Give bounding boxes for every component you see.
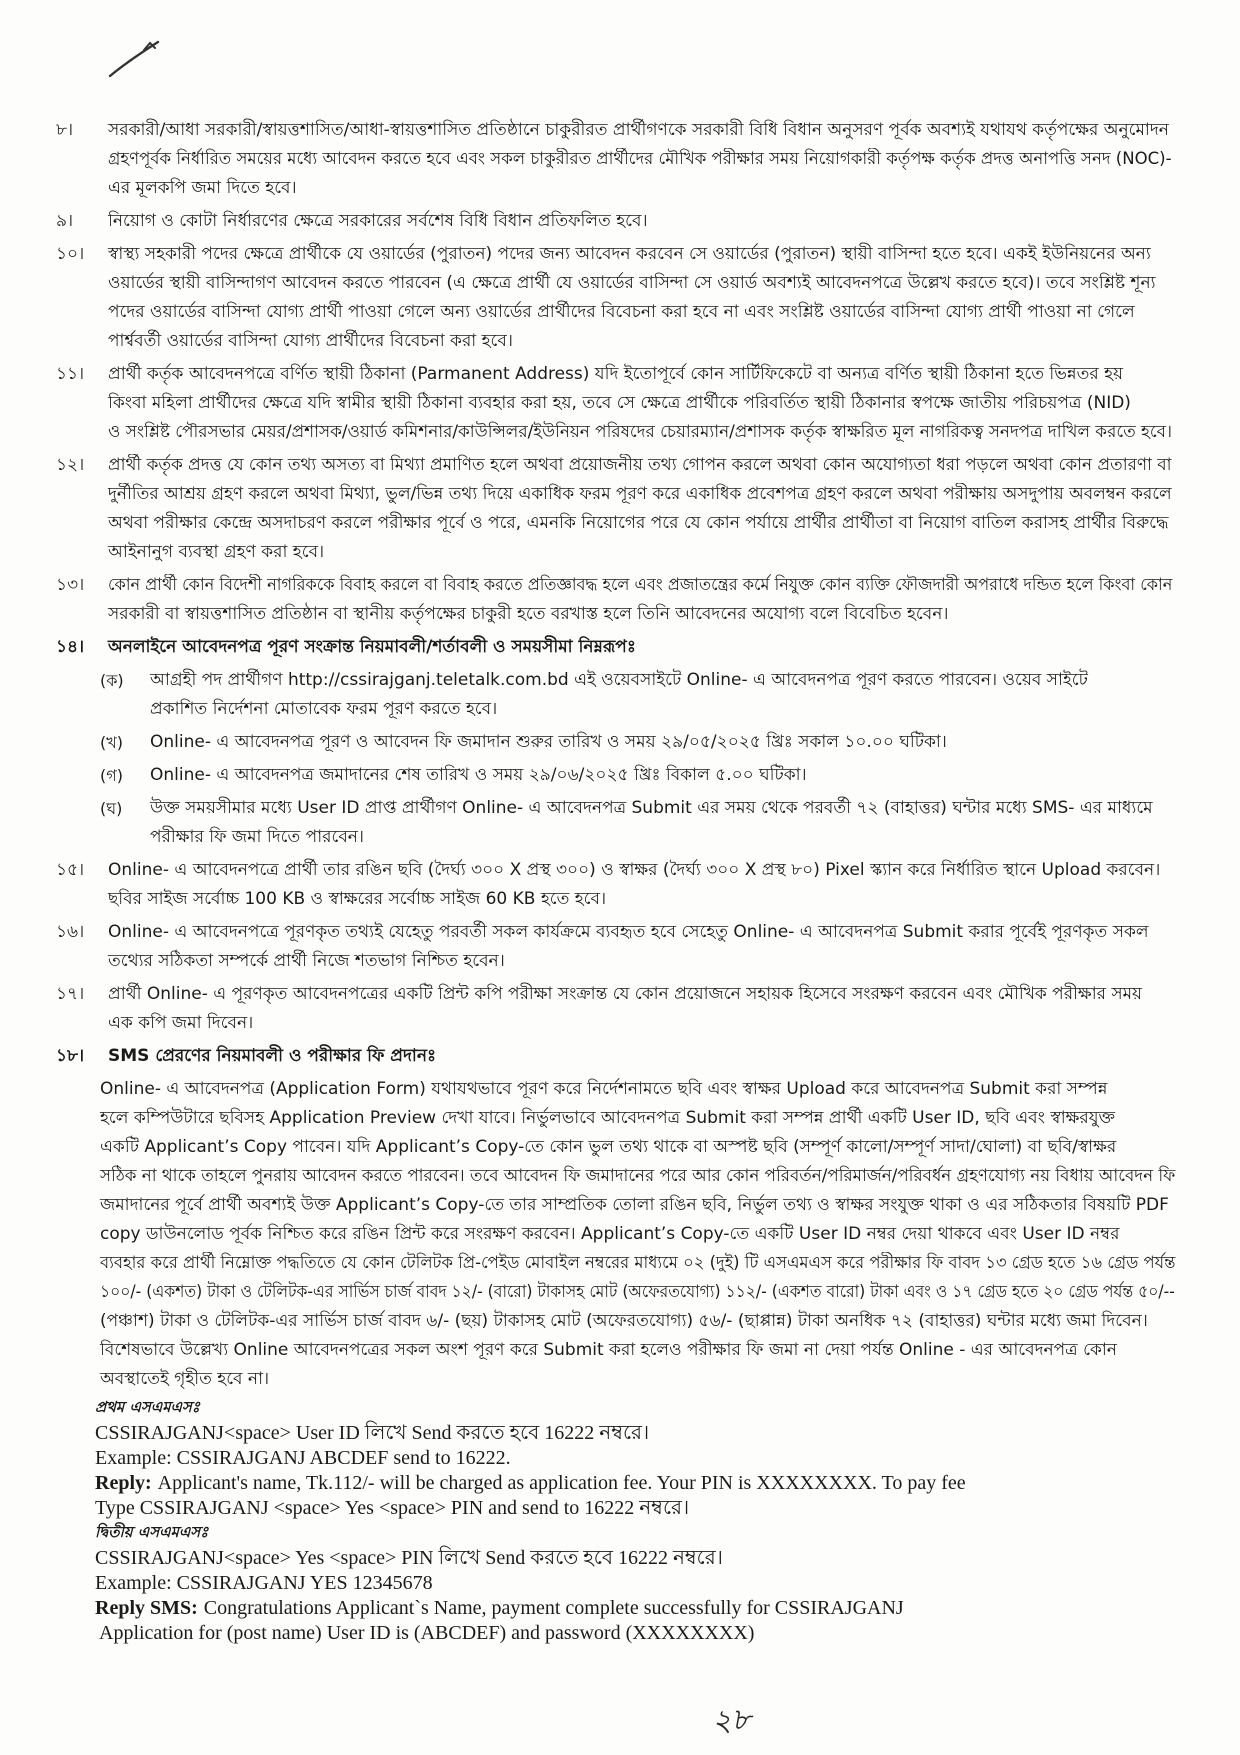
clause-15: [0, 856, 1240, 914]
clause-line: প্রার্থী Online- এ পূরণকৃত আবেদনপত্রের একটি প্রিন্ট কপি পরীক্ষা সংক্রান্ত যে কোন প্রয়োজনে সহায়ক হিসেবে সংরক্ষণ করবেন এবং মৌখিক পরীক্ষার সময়: [108, 984, 1143, 1004]
clause-number: ৯।: [56, 211, 74, 231]
clause-line: সরকারী/আধা সরকারী/স্বায়ত্তশাসিত/আধা-স্বায়ত্তশাসিত প্রতিষ্ঠানে চাকুরীরত প্রার্থীগণকে সরকারী বিধি বিধান অনুসরণ পূর্বক অবশ্যই যথাযথ কর্তৃপক্ষের অনুমোদন: [108, 120, 1169, 140]
second-sms-block: [95, 1546, 1180, 1646]
clause-line: তথ্যের সঠিকতা সম্পর্কে প্রার্থী নিজে শতভাগ নিশ্চিত হবেন।: [108, 951, 505, 971]
clause-line: কিংবা মহিলা প্রার্থীদের ক্ষেত্রে যদি স্বামীর স্থায়ী ঠিকানা ব্যবহার করা হয়, তবে সে ক্ষেত্রে প্রার্থীকে পরিবর্তিত স্থায়ী ঠিকানার স্বপক্ষে জাতীয় পরিচয়পত্র (NID): [108, 393, 1131, 413]
subclause-line: প্রকাশিত নির্দেশনা মোতাবেক ফরম পূরণ করতে হবে।: [150, 699, 498, 719]
clause-line: পদের ওয়ার্ডের বাসিন্দা যোগ্য প্রার্থী পাওয়া গেলে অন্য ওয়ার্ডের প্রার্থীদের বিবেচনা করা হবে না এবং সংশ্লিষ্ট ওয়ার্ডের বাসিন্দা যোগ্য প্রার্থী পাওয়া না গেলে: [108, 302, 1135, 322]
first-sms-block: [95, 1421, 1180, 1521]
clause-line: কোন প্রার্থী কোন বিদেশী নাগরিককে বিবাহ করলে বা বিবাহ করতে প্রতিজ্ঞাবদ্ধ হলে এবং প্রজাতন্ত্রের কর্মে নিযুক্ত কোন ব্যক্তি ফৌজদারী অপরাধে দন্ডিত হলে কিংবা কোন: [108, 575, 1173, 595]
clause-8: [0, 116, 1240, 203]
paragraph-line: হলে কম্পিউটারে ছবিসহ Application Preview দেখা যাবে। নির্ভুলভাবে আবেদনপত্র Submit করা সম্পন্ন প্রার্থী একটি User ID, ছবি এবং স্বাক্ষরযুক্ত: [100, 1108, 1116, 1128]
sms-reply-continued: Type CSSIRAJGANJ <space> Yes <space> PIN and send to 16222 নম্বরে।: [95, 1497, 690, 1519]
sms-reply-text: Applicant's name, Tk.112/- will be charged as application fee. Your PIN is XXXXXXXX. To pay fee: [157, 1472, 966, 1494]
clause-heading: অনলাইনে আবেদনপত্র পূরণ সংক্রান্ত নিয়মাবলী/শর্তাবলী ও সময়সীমা নিম্নরূপঃ: [108, 637, 636, 657]
clause-line: গ্রহণপূর্বক নির্ধারিত সময়ের মধ্যে আবেদন করতে হবে এবং সকল চাকুরীরত প্রার্থীদের মৌখিক পরীক্ষার সময় নিয়োগকারী কর্তৃপক্ষ কর্তৃক প্রদত্ত অনাপত্তি সনদ (NOC)-: [108, 149, 1172, 169]
subclause-label: (গ): [100, 766, 123, 785]
clause-number: ১২।: [56, 455, 85, 475]
sms-section: [95, 1396, 1180, 1646]
clause-11: [0, 360, 1240, 447]
clause-number: ১০।: [56, 244, 85, 264]
paragraph-line: বিশেষভাবে উল্লেখ্য Online আবেদনপত্রের সকল অংশ পূরণ করে Submit করা হলেও পরীক্ষার ফি জমা না দেয়া পর্যন্ত Online - এর আবেদনপত্র কোন: [100, 1340, 1117, 1360]
clause-17: [0, 980, 1240, 1038]
subclause-ka: [0, 666, 1240, 724]
subclause-line: আগ্রহী পদ প্রার্থীগণ http://cssirajganj.teletalk.com.bd এই ওয়েবসাইটে Online- এ আবেদনপত্র পূরণ করতে পারবেন। ওয়েব সাইটে: [150, 670, 1088, 690]
pen-mark: [100, 34, 170, 80]
subclause-label: (ঘ): [100, 799, 123, 818]
clause-line: অথবা পরীক্ষার কেন্দ্রে অসদাচরণ করলে পরীক্ষার পূর্বে ও পরে, এমনকি নিয়োগের পরে যে কোন পর্যায়ে প্রার্থীর প্রার্থীতা বা নিয়োগ বাতিল করাসহ প্রার্থীর বিরুদ্ধে: [108, 513, 1169, 533]
sms-reply-label: Reply:: [95, 1472, 152, 1494]
clause-10: [0, 240, 1240, 356]
paragraph-line: জমাদানের পূর্বে প্রার্থী অবশ্যই উক্ত Applicant’s Copy-তে তার সাম্প্রতিক তোলা রঙিন ছবি, নির্ভুল তথ্য ও স্বাক্ষর সংযুক্ত থাকা ও এর সঠিকতার বিষয়টি PDF: [100, 1195, 1169, 1215]
clause-number: ১৮।: [56, 1046, 85, 1066]
paragraph-line: ব্যবহার করে প্রার্থী নিম্নোক্ত পদ্ধতিতে যে কোন টেলিটক প্রি-পেইড মোবাইল নম্বরের মাধ্যমে ০২ (দুই) টি এসএমএস করে পরীক্ষার ফি বাবদ ১৩ গ্রেড হতে ১৬ গ্রেড পর্যন্ত: [100, 1253, 1176, 1273]
sms-reply: [95, 1596, 1180, 1621]
clause-line: প্রার্থী কর্তৃক প্রদত্ত যে কোন তথ্য অসত্য বা মিথ্যা প্রমাণিত হলে অথবা প্রয়োজনীয় তথ্য গোপন করলে অথবা কোন অযোগ্যতা ধরা পড়লে অথবা কোন প্রতারণা বা: [108, 455, 1172, 475]
clause-number: ৮।: [56, 120, 74, 140]
sms-reply-continued: Application for (post name) User ID is (ABCDEF) and password (XXXXXXXX): [99, 1622, 755, 1644]
clause-line: সরকারী বা স্বায়ত্তশাসিত প্রতিষ্ঠান বা স্থানীয় কর্তৃপক্ষের চাকুরী হতে বরখাস্ত হলে তিনি আবেদনের অযোগ্য বলে বিবেচিত হবেন।: [108, 604, 949, 624]
clause-line: ও সংশ্লিষ্ট পৌরসভার মেয়র/প্রশাসক/ওয়ার্ড কমিশনার/কাউন্সিলর/ইউনিয়ন পরিষদের চেয়ারম্যান/প্রশাসক কর্তৃক স্বাক্ষরিত মূল নাগরিকত্ব সনদপত্র দাখিল করতে হবে।: [108, 422, 1172, 442]
clause-line: Online- এ আবেদনপত্রে পূরণকৃত তথ্যই যেহেতু পরবর্তী সকল কার্যক্রমে ব্যবহৃত হবে সেহেতু Online- এ আবেদনপত্র Submit করার পূর্বেই পূরণকৃত সকল: [108, 922, 1149, 942]
clause-18: [0, 1042, 1240, 1071]
clause-number: ১৫।: [56, 860, 85, 880]
sms-instructions-paragraph: [0, 1075, 1240, 1394]
clause-number: ১৪।: [56, 637, 85, 657]
clause-line: আইনানুগ ব্যবস্থা গ্রহণ করা হবে।: [108, 542, 325, 562]
clause-line: এক কপি জমা দিবেন।: [108, 1013, 254, 1033]
clause-number: ১১।: [56, 364, 85, 384]
clause-13: [0, 571, 1240, 629]
paragraph-line: একটি Applicant’s Copy পাবেন। যদি Applicant’s Copy-তে কোন ভুল তথ্য থাকে বা অস্পষ্ট ছবি (সম্পূর্ণ কালো/সম্পূর্ণ সাদা/ঘোলা) বা ছবি/স্বাক্ষর: [100, 1137, 1117, 1157]
subclause-ga: [0, 761, 1240, 790]
clause-line: স্বাস্থ্য সহকারী পদের ক্ষেত্রে প্রার্থীকে যে ওয়ার্ডের (পুরাতন) পদের জন্য আবেদন করবেন সে ওয়ার্ডের (পুরাতন) স্থায়ী বাসিন্দা হতে হবে। একই ইউনিয়নের অন্য: [108, 244, 1151, 264]
subclause-gha: [0, 794, 1240, 852]
clause-12: [0, 451, 1240, 567]
paragraph-line: সঠিক না থাকে তাহলে পুনরায় আবেদন করতে পারবেন। তবে আবেদন ফি জমাদানের পরে আর কোন পরিবর্তন/পরিমার্জন/পরিবর্ধন গ্রহণযোগ্য নয় বিধায় আবেদন ফি: [100, 1166, 1176, 1186]
subclause-line: Online- এ আবেদনপত্র জমাদানের শেষ তারিখ ও সময় ২৯/০৬/২০২৫ খ্রিঃ বিকাল ৫.০০ ঘটিকা।: [150, 765, 807, 785]
clause-line: ছবির সাইজ সর্বোচ্চ 100 KB ও স্বাক্ষরের সর্বোচ্চ সাইজ 60 KB হতে হবে।: [108, 889, 607, 909]
paragraph-line: copy ডাউনলোড পূর্বক নিশ্চিত করে রঙিন প্রিন্ট করে সংরক্ষণ করবেন। Applicant’s Copy-তে একটি User ID নম্বর দেয়া থাকবে এবং User ID নম্বর: [100, 1224, 1120, 1244]
clause-number: ১৩।: [56, 575, 85, 595]
subclause-line: Online- এ আবেদনপত্র পূরণ ও আবেদন ফি জমাদান শুরুর তারিখ ও সময় ২৯/০৫/২০২৫ খ্রিঃ সকাল ১০.০০ ঘটিকা।: [150, 732, 947, 752]
sms-command: CSSIRAJGANJ<space> Yes <space> PIN লিখে Send করতে হবে 16222 নম্বরে।: [95, 1547, 723, 1569]
clause-heading: SMS প্রেরণের নিয়মাবলী ও পরীক্ষার ফি প্রদানঃ: [108, 1046, 437, 1066]
sms-reply-label: Reply SMS:: [95, 1597, 198, 1619]
first-sms-label: প্রথম এসএমএসঃ: [95, 1398, 200, 1416]
subclause-line: উক্ত সময়সীমার মধ্যে User ID প্রাপ্ত প্রার্থীগণ Online- এ আবেদনপত্র Submit এর সময় থেকে পরবর্তী ৭২ (বাহাত্তর) ঘন্টার মধ্যে SMS- এর মাধ্যমে: [150, 798, 1153, 818]
clause-line: Online- এ আবেদনপত্রে প্রার্থী তার রঙিন ছবি (দৈর্ঘ্য ৩০০ X প্রস্থ ৩০০) ও স্বাক্ষর (দৈর্ঘ্য ৩০০ X প্রস্থ ৮০) Pixel স্ক্যান করে নির্ধারিত স্থানে Upload করবেন।: [108, 860, 1161, 880]
clause-number: ১৭।: [56, 984, 85, 1004]
page-number: ২৮: [710, 1701, 753, 1740]
clause-line: পার্শ্ববর্তী ওয়ার্ডের বাসিন্দা যোগ্য প্রার্থীদের বিবেচনা করা হবে।: [108, 331, 513, 351]
second-sms-label: দ্বিতীয় এসএমএসঃ: [95, 1523, 209, 1541]
clause-line: এর মূলকপি জমা দিতে হবে।: [108, 178, 297, 198]
clause-14: [0, 633, 1240, 662]
clause-number: ১৬।: [56, 922, 85, 942]
clause-16: [0, 918, 1240, 976]
subclause-kha: [0, 728, 1240, 757]
sms-example: Example: CSSIRAJGANJ YES 12345678: [95, 1572, 433, 1594]
clause-line: দুর্নীতির আশ্রয় গ্রহণ করলে অথবা মিথ্যা, ভুল/ভিন্ন তথ্য দিয়ে একাধিক ফরম পূরণ করে একাধিক প্রবেশপত্র গ্রহণ করলে অথবা পরীক্ষায় অসদুপায় অবলম্বন করলে: [108, 484, 1172, 504]
sms-reply: [95, 1471, 1180, 1496]
sms-example: Example: CSSIRAJGANJ ABCDEF send to 16222.: [95, 1447, 511, 1469]
paragraph-line: ১০০/- (একশত) টাকা ও টেলিটক-এর সার্ভিস চার্জ বাবদ ১২/- (বারো) টাকাসহ মোট (অফেরতযোগ্য) ১১২/- (একশত বারো) টাকা এবং ও ১৭ গ্রেড হতে ২০ গ্রেড পর্যন্ত ৫০/--: [100, 1282, 1175, 1302]
clause-line: প্রার্থী কর্তৃক আবেদনপত্রে বর্ণিত স্থায়ী ঠিকানা (Parmanent Address) যদি ইতোপূর্বে কোন সার্টিফিকেটে বা অন্যত্র বর্ণিত স্থায়ী ঠিকানা হতে ভিন্নতর হয়: [108, 364, 1124, 384]
subclause-label: (খ): [100, 733, 123, 752]
sms-command: CSSIRAJGANJ<space> User ID লিখে Send করতে হবে 16222 নম্বরে।: [95, 1422, 650, 1444]
subclause-line: পরীক্ষার ফি জমা দিতে পারবেন।: [150, 827, 365, 847]
sms-reply-text: Congratulations Applicant`s Name, payment complete successfully for CSSIRAJGANJ: [203, 1597, 904, 1619]
paragraph-line: অবস্থাতেই গৃহীত হবে না।: [100, 1369, 270, 1389]
paragraph-line: (পঞ্চাশ) টাকা ও টেলিটক-এর সার্ভিস চার্জ বাবদ ৬/- (ছয়) টাকাসহ মোট (অফেরতযোগ্য) ৫৬/- (ছাপ্পান্ন) টাকা অনধিক ৭২ (বাহাত্তর) ঘন্টার মধ্যে জমা দিবেন।: [100, 1311, 1148, 1331]
clause-line: নিয়োগ ও কোটা নির্ধারণের ক্ষেত্রে সরকারের সর্বশেষ বিধি বিধান প্রতিফলিত হবে।: [108, 211, 648, 231]
clause-line: ওয়ার্ডের স্থায়ী বাসিন্দাগণ আবেদন করতে পারবেন (এ ক্ষেত্রে প্রার্থী যে ওয়ার্ডের বাসিন্দা সে ওয়ার্ড অবশ্যই আবেদনপত্রে উল্লেখ করতে হবে)। তবে সংশ্লিষ্ট শূন্য: [108, 273, 1156, 293]
clause-9: [0, 207, 1240, 236]
clauses-list: [0, 116, 1240, 1394]
subclause-label: (ক): [100, 671, 124, 690]
paragraph-line: Online- এ আবেদনপত্র (Application Form) যথাযথভাবে পূরণ করে নির্দেশনামতে ছবি এবং স্বাক্ষর Upload করে আবেদনপত্র Submit করা সম্পন্ন: [100, 1079, 1108, 1099]
